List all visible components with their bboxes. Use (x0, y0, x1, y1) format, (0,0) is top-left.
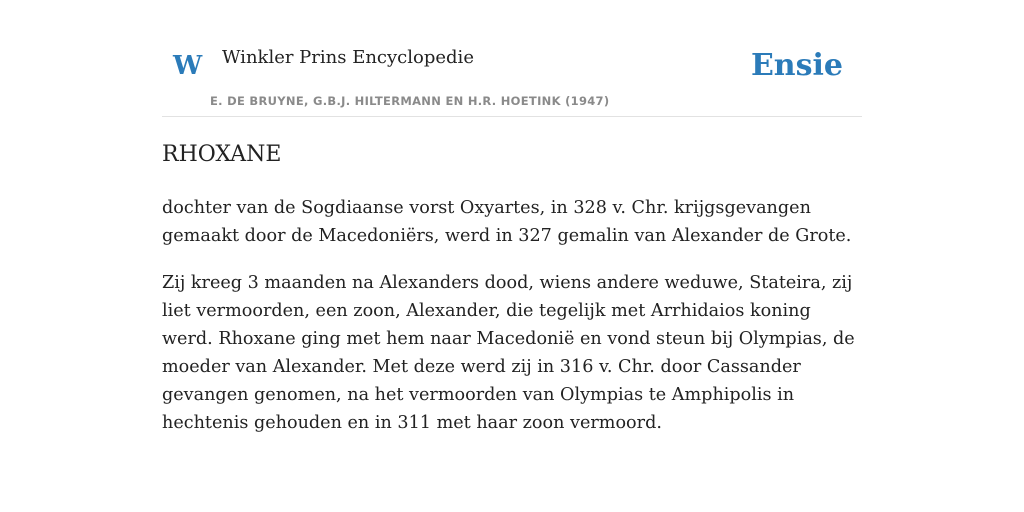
source-title-link[interactable]: Winkler Prins Encyclopedie (222, 47, 474, 68)
entry-body (162, 194, 862, 437)
entry-paragraph: Zij kreeg 3 maanden na Alexanders dood, wiens andere weduwe, Stateira, zij liet vermoorden, een zoon, Alexander, die tegelijk met Arrhidaios koning werd. Rhoxane ging met hem naar Macedonië en vond steun bij Olympias, de moeder van Alexander. Met deze werd zij in 316 v. Chr. door Cassander gevangen genomen, na het vermoorden van Olympias te Amphipolis in hechtenis gehouden en in 311 met haar zoon vermoord. (162, 272, 855, 433)
ensie-logo-link[interactable]: Ensie (750, 48, 843, 83)
entry-paragraph: dochter van de Sogdiaanse vorst Oxyartes, in 328 v. Chr. krijgsgevangen gemaakt door de Macedoniërs, werd in 327 gemalin van Alexander de Grote. (162, 197, 852, 246)
entry-title: RHOXANE (162, 142, 282, 167)
source-logo[interactable]: W (173, 51, 203, 81)
page (162, 0, 862, 437)
source-header (162, 0, 862, 117)
source-authors: E. DE BRUYNE, G.B.J. HILTERMANN EN H.R. HOETINK (1947) (210, 94, 610, 108)
